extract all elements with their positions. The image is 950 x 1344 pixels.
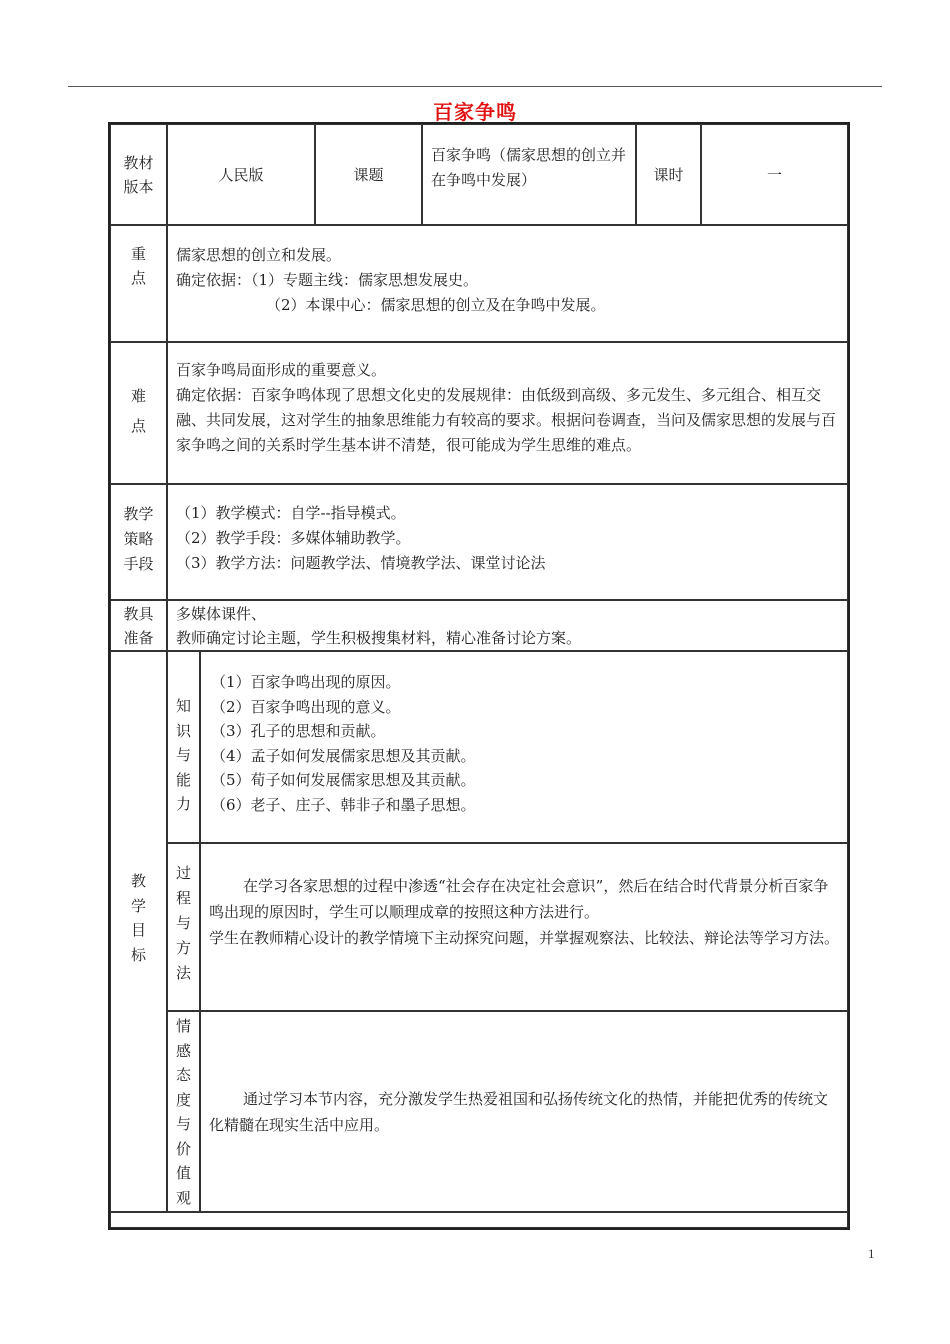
emotion-label-cell: 情 感 态 度 与 价 值 观 [167, 1011, 200, 1212]
edition-value-cell: 人民版 [167, 124, 315, 225]
difficulty-body: 确定依据：百家争鸣体现了思想文化史的发展规律：由低级到高级、多元发生、多元组合、相互交融、共同发展，这对学生的抽象思维能力有较高的要求。根据问卷调查，当问及儒家思想的发展与百家争鸣之间的关系时学生基本讲不清楚，很可能成为学生思维的难点。 [176, 386, 837, 454]
header-rule [68, 86, 882, 87]
process-paragraph: 在学习各家思想的过程中渗透“社会存在决定社会意识”，然后在结合时代背景分析百家争鸣出现的原因时，学生可以顺理成章的按照这种方法进行。 [209, 877, 829, 921]
difficulty-line: 百家争鸣局面形成的重要意义。 [176, 361, 387, 379]
knowledge-item: （5）荀子如何发展儒家思想及其贡献。 [211, 771, 476, 789]
tools-line: 多媒体课件、 [176, 605, 267, 623]
knowledge-item: （1）百家争鸣出现的原因。 [211, 673, 401, 691]
process-label-cell: 过 程 与 方 法 [167, 843, 200, 1011]
knowledge-item: （2）百家争鸣出现的意义。 [211, 697, 401, 716]
topic-label-cell: 课题 [315, 124, 422, 225]
strategy-label-cell: 教学 策略 手段 [110, 484, 167, 600]
knowledge-item: （4）孟子如何发展儒家思想及其贡献。 [211, 746, 476, 765]
strategy-line: （3）教学方法：问题教学法、情境教学法、课堂讨论法 [176, 554, 546, 572]
topic-value-cell: 百家争鸣（儒家思想的创立并在争鸣中发展） [422, 124, 636, 225]
focus-line: （2）本课中心：儒家思想的创立及在争鸣中发展。 [266, 296, 606, 314]
emotion-paragraph: 通过学习本节内容，充分激发学生热爱祖国和弘扬传统文化的热情，并能把优秀的传统文化精髓在现实生活中应用。 [209, 1090, 829, 1134]
difficulty-label-cell: 难 点 [110, 342, 167, 484]
tools-label-cell: 教具 准备 [110, 600, 167, 651]
edition-label-cell: 教材 版本 [110, 124, 167, 225]
knowledge-item: （3）孔子的思想和贡献。 [211, 722, 386, 740]
page-title: 百家争鸣 [433, 100, 517, 124]
focus-label-cell: 重 点 [110, 225, 167, 342]
strategy-line: （1）教学模式：自学--指导模式。 [176, 504, 406, 522]
process-paragraph: 学生在教师精心设计的教学情境下主动探究问题，并掌握观察法、比较法、辩论法等学习方法。 [209, 929, 840, 947]
goals-label-cell: 教 学 目 标 [110, 651, 167, 1212]
focus-line: 儒家思想的创立和发展。 [176, 246, 342, 264]
tools-line: 教师确定讨论主题，学生积极搜集材料，精心准备讨论方案。 [176, 629, 582, 647]
page-number: 1 [868, 1246, 875, 1261]
period-label-cell: 课时 [636, 124, 701, 225]
table-border [108, 122, 850, 1230]
strategy-line: （2）教学手段：多媒体辅助教学。 [176, 529, 411, 547]
period-value-cell: 一 [701, 124, 848, 225]
focus-line: 确定依据：（1）专题主线：儒家思想发展史。 [176, 271, 479, 289]
knowledge-item: （6）老子、庄子、韩非子和墨子思想。 [211, 795, 476, 814]
knowledge-label-cell: 知 识 与 能 力 [167, 651, 200, 843]
